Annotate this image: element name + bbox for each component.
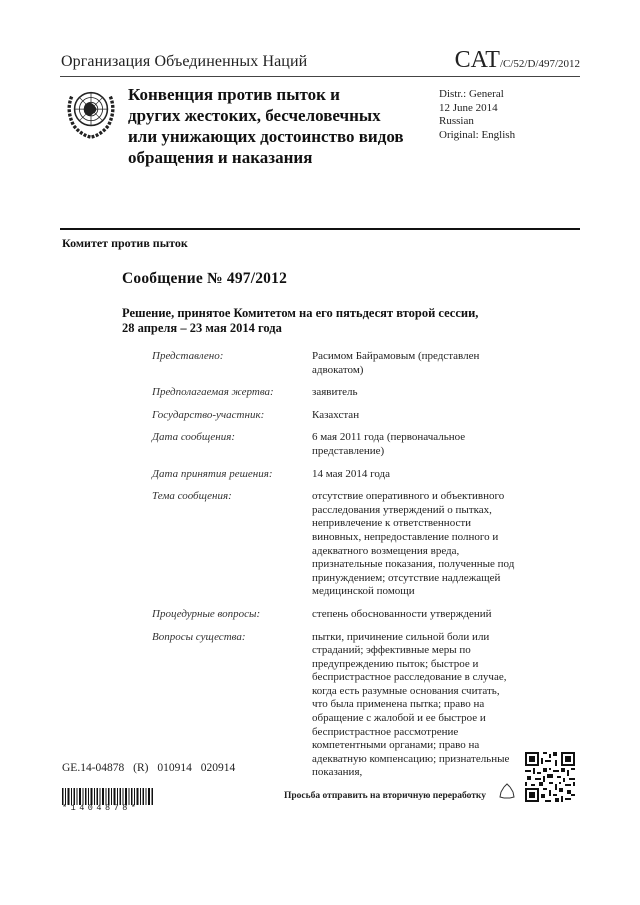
communication-title: Сообщение № 497/2012 bbox=[122, 270, 288, 287]
committee-name: Комитет против пыток bbox=[62, 236, 188, 250]
symbol-main: CAT bbox=[454, 47, 500, 73]
qr-code-icon bbox=[525, 752, 575, 802]
distribution-type: Distr.: General bbox=[439, 88, 504, 100]
metadata-row-alleged-victim bbox=[152, 386, 532, 400]
document-symbol bbox=[455, 47, 580, 74]
convention-title bbox=[128, 84, 428, 168]
convention-title-line: Конвенция против пыток и bbox=[128, 85, 340, 104]
metadata-label: Дата принятия решения: bbox=[152, 467, 273, 480]
convention-title-line: или унижающих достоинство видов bbox=[128, 127, 404, 146]
metadata-value: степень обоснованности утверждений bbox=[312, 607, 492, 620]
decision-line: 28 апреля – 23 мая 2014 года bbox=[122, 321, 282, 335]
metadata-row-date-of-complaint bbox=[152, 431, 532, 458]
metadata-label: Государство-участник: bbox=[152, 408, 265, 421]
metadata-row-substantive-issues bbox=[152, 631, 532, 781]
metadata-value: заявитель bbox=[312, 386, 358, 399]
metadata-value: отсутствие оперативного и объективного расследования утверждений о пытках, непривлечение к ответственности виновных, непредоставление полного и адекватного возмещения вреда, признательные показания, полученные под принуждением; отсутствие надлежащей медицинской помощи bbox=[312, 490, 515, 598]
un-emblem-icon bbox=[62, 83, 120, 141]
metadata-row-submitted-by bbox=[152, 350, 532, 377]
distribution-original: Original: English bbox=[439, 128, 516, 141]
distribution-language: Russian bbox=[439, 115, 474, 127]
decision-line: Решение, принятое Комитетом на его пятьдесят второй сессии, bbox=[122, 306, 479, 320]
convention-title-line: обращения и наказания bbox=[128, 148, 313, 167]
metadata-row-date-of-decision bbox=[152, 468, 532, 482]
symbol-suffix: /C/52/D/497/2012 bbox=[499, 58, 580, 70]
convention-title-line: других жестоких, бесчеловечных bbox=[128, 106, 381, 125]
metadata-label: Дата сообщения: bbox=[152, 431, 236, 444]
metadata-row-state-party bbox=[152, 409, 532, 423]
metadata-label: Представлено: bbox=[152, 350, 224, 362]
decision-heading bbox=[122, 306, 542, 336]
distribution-date: 12 June 2014 bbox=[439, 101, 498, 114]
title-rule bbox=[60, 228, 580, 230]
metadata-value: пытки, причинение сильной боли или страданий; эффективные меры по предупреждению пыток; быстрое и беспристрастное расследование в случае, когда есть разумные основания считать, что была применена пытка; право на обращение с жалобой и ее быстрое и беспристрастное рассмотрение компетентными органами; право на адекватную компенсацию; признательные показания, bbox=[312, 630, 510, 779]
metadata-row-procedural-issues bbox=[152, 608, 532, 622]
metadata-label: Вопросы существа: bbox=[152, 630, 246, 643]
metadata-value: 6 мая 2011 года (первоначальное представление) bbox=[312, 431, 466, 457]
barcode-number: *1404878* bbox=[62, 803, 140, 813]
recycle-notice: Просьба отправить на вторичную переработку bbox=[284, 791, 486, 801]
metadata-label: Процедурные вопросы: bbox=[152, 607, 261, 620]
distribution-block bbox=[439, 88, 515, 142]
organization-name: Организация Объединенных Наций bbox=[61, 53, 308, 70]
metadata-value: Расимом Байрамовым (представлен адвокатом) bbox=[312, 350, 480, 376]
metadata-value: 14 мая 2014 года bbox=[312, 467, 390, 480]
metadata-table bbox=[152, 350, 532, 789]
metadata-label: Предполагаемая жертва: bbox=[152, 386, 274, 399]
metadata-value: Казахстан bbox=[312, 408, 360, 421]
job-number: GE.14-04878 (R) 010914 020914 bbox=[62, 762, 236, 774]
metadata-label: Тема сообщения: bbox=[152, 490, 232, 503]
metadata-row-subject-matter bbox=[152, 490, 532, 599]
recycle-icon bbox=[497, 783, 517, 803]
header-rule bbox=[60, 76, 580, 77]
